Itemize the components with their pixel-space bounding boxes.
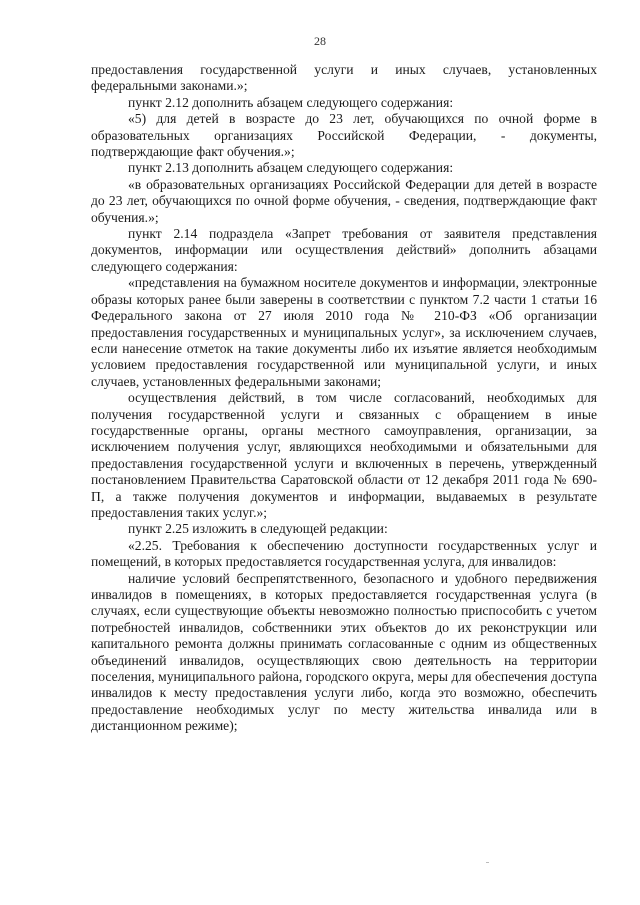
paragraph: «2.25. Требования к обеспечению доступности государственных услуг и помещений, в которых предоставляется государственная услуга, для инвалидов: (91, 537, 597, 570)
paragraph: пункт 2.14 подраздела «Запрет требования от заявителя представления документов, информации или осуществления действий» дополнить абзацами следующего содержания: (91, 226, 597, 274)
scan-mark (486, 862, 489, 863)
body-text (91, 62, 597, 735)
paragraph: наличие условий беспрепятственного, безопасного и удобного передвижения инвалидов в помещениях, в которых предоставляется государственная услуга (в случаях, если существующие объекты невозможно полностью приспособить с учетом потребностей инвалидов, собственники этих объектов до их реконструкции или капитального ремонта должны принимать согласованные с одним из общественных объединений инвалидов, осуществляющих свою деятельность на территории поселения, муниципального района, городского округа, меры для обеспечения доступа инвалидов к месту предоставления услуги либо, когда это возможно, обеспечить предоставление необходимых услуг по месту жительства инвалида или в дистанционном режиме); (91, 570, 597, 734)
paragraph: «в образовательных организациях Российской Федерации для детей в возрасте до 23 лет, обучающихся по очной форме обучения, - сведения, подтверждающие факт обучения.»; (91, 176, 597, 225)
paragraph: предоставления государственной услуги и иных случаев, установленных федеральными законами.»; (91, 62, 597, 94)
page-number: 28 (314, 34, 326, 48)
paragraph: осуществления действий, в том числе согласований, необходимых для получения государственной услуги и связанных с обращением в иные государственные органы, органы местного самоуправления, организации, за исключением получения услуг, являющихся необходимыми и обязательными для предоставления государственной услуги и включенных в перечень, утвержденный постановлением Правительства Саратовской области от 12 декабря 2011 года № 690-П, а также получения документов и информации, выдаваемых в результате предоставления таких услуг.»; (91, 390, 597, 520)
paragraph: «5) для детей в возрасте до 23 лет, обучающихся по очной форме в образовательных организациях Российской Федерации, - документы, подтверждающие факт обучения.»; (91, 111, 597, 160)
paragraph: пункт 2.25 изложить в следующей редакции: (128, 521, 388, 537)
paragraph: пункт 2.12 дополнить абзацем следующего содержания: (128, 94, 454, 110)
paragraph: пункт 2.13 дополнить абзацем следующего содержания: (128, 160, 454, 176)
paragraph: «представления на бумажном носителе документов и информации, электронные образы которых ранее были заверены в соответствии с пунктом 7.2 части 1 статьи 16 Федерального закона от 27 июля 2010 года № 210-ФЗ «Об организации предоставления государственных и муниципальных услуг», за исключением случаев, если нанесение отметок на такие документы либо их изъятие является необходимым условием предоставления государственной или муниципальной услуги, и иных случаев, установленных федеральными законами; (91, 275, 597, 389)
